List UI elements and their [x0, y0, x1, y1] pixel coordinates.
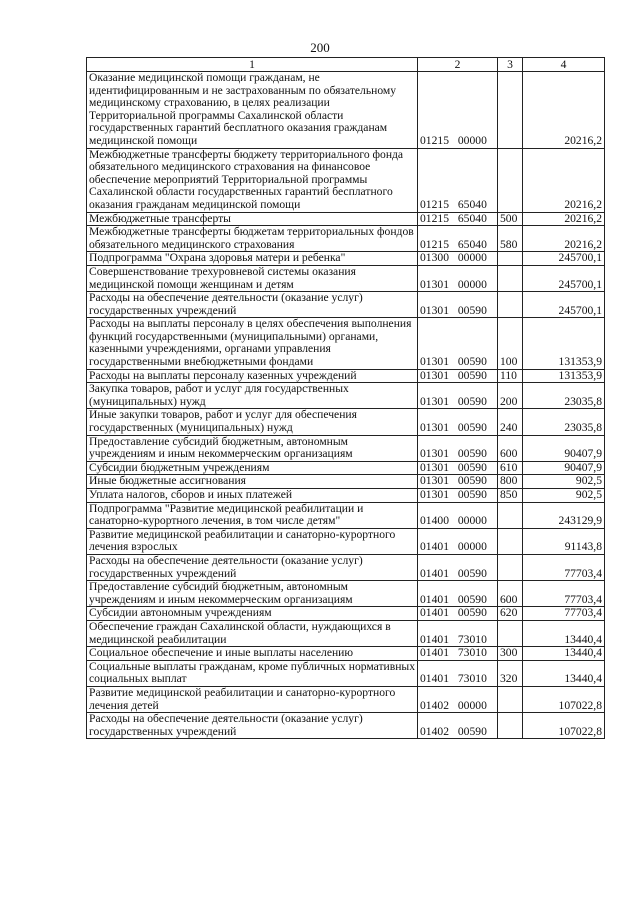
row-amount-cell: 13440,4 — [523, 660, 605, 686]
row-code-cell: 01402 00000 — [418, 686, 498, 712]
row-name-cell: Субсидии автономным учреждениям — [87, 607, 418, 621]
row-expense-type-cell: 850 — [498, 489, 523, 503]
row-name-cell: Иные закупки товаров, работ и услуг для обеспечения государственных (муниципальных) нужд — [87, 409, 418, 435]
row-amount-cell: 131353,9 — [523, 318, 605, 369]
row-amount-cell: 77703,4 — [523, 581, 605, 607]
table-row — [87, 383, 605, 409]
row-amount-cell: 13440,4 — [523, 620, 605, 646]
table-row — [87, 252, 605, 266]
row-amount-cell: 243129,9 — [523, 502, 605, 528]
row-amount-cell: 23035,8 — [523, 383, 605, 409]
row-code-cell: 01301 00590 — [418, 435, 498, 461]
row-expense-type-cell: 620 — [498, 607, 523, 621]
row-code-cell: 01401 00590 — [418, 581, 498, 607]
row-expense-type-cell: 580 — [498, 226, 523, 252]
row-name-cell: Предоставление субсидий бюджетным, автономным учреждениям и иным некоммерческим организациям — [87, 581, 418, 607]
column-header: 1 — [87, 58, 418, 72]
row-expense-type-cell: 300 — [498, 647, 523, 661]
row-expense-type-cell: 320 — [498, 660, 523, 686]
row-expense-type-cell: 600 — [498, 435, 523, 461]
table-row — [87, 72, 605, 149]
row-name-cell: Социальные выплаты гражданам, кроме публичных нормативных социальных выплат — [87, 660, 418, 686]
row-amount-cell: 13440,4 — [523, 647, 605, 661]
row-expense-type-cell — [498, 72, 523, 149]
row-expense-type-cell — [498, 528, 523, 554]
row-expense-type-cell — [498, 502, 523, 528]
row-expense-type-cell: 100 — [498, 318, 523, 369]
row-expense-type-cell: 200 — [498, 383, 523, 409]
row-expense-type-cell: 240 — [498, 409, 523, 435]
table-header-row — [87, 58, 605, 72]
table-row — [87, 489, 605, 503]
row-amount-cell: 245700,1 — [523, 252, 605, 266]
table-row — [87, 581, 605, 607]
row-name-cell: Уплата налогов, сборов и иных платежей — [87, 489, 418, 503]
row-code-cell: 01401 73010 — [418, 647, 498, 661]
row-code-cell: 01215 65040 — [418, 212, 498, 226]
row-amount-cell: 20216,2 — [523, 148, 605, 212]
row-amount-cell: 107022,8 — [523, 713, 605, 739]
row-expense-type-cell — [498, 620, 523, 646]
table-row — [87, 212, 605, 226]
table-row — [87, 369, 605, 383]
row-code-cell: 01301 00000 — [418, 265, 498, 291]
row-name-cell: Расходы на выплаты персоналу казенных учреждений — [87, 369, 418, 383]
row-amount-cell: 90407,9 — [523, 461, 605, 475]
row-name-cell: Социальное обеспечение и иные выплаты населению — [87, 647, 418, 661]
row-expense-type-cell: 500 — [498, 212, 523, 226]
row-name-cell: Развитие медицинской реабилитации и санаторно-курортного лечения взрослых — [87, 528, 418, 554]
row-name-cell: Подпрограмма "Охрана здоровья матери и ребенка" — [87, 252, 418, 266]
table-row — [87, 607, 605, 621]
row-code-cell: 01301 00590 — [418, 461, 498, 475]
row-name-cell: Межбюджетные трансферты бюджетам территориальных фондов обязательного медицинского страхования — [87, 226, 418, 252]
row-name-cell: Совершенствование трехуровневой системы оказания медицинской помощи женщинам и детям — [87, 265, 418, 291]
row-code-cell: 01401 73010 — [418, 620, 498, 646]
column-header: 2 — [418, 58, 498, 72]
row-code-cell: 01215 00000 — [418, 72, 498, 149]
row-code-cell: 01301 00590 — [418, 409, 498, 435]
row-code-cell: 01301 00590 — [418, 383, 498, 409]
row-code-cell: 01301 00590 — [418, 475, 498, 489]
row-expense-type-cell — [498, 713, 523, 739]
column-header: 3 — [498, 58, 523, 72]
row-name-cell: Субсидии бюджетным учреждениям — [87, 461, 418, 475]
row-code-cell: 01301 00590 — [418, 489, 498, 503]
column-header: 4 — [523, 58, 605, 72]
row-code-cell: 01300 00000 — [418, 252, 498, 266]
budget-table — [86, 57, 605, 739]
row-name-cell: Расходы на обеспечение деятельности (оказание услуг) государственных учреждений — [87, 554, 418, 580]
table-row — [87, 318, 605, 369]
table-row — [87, 660, 605, 686]
row-code-cell: 01401 00590 — [418, 554, 498, 580]
row-name-cell: Расходы на выплаты персоналу в целях обеспечения выполнения функций государственными (муниципальными) органами, казенными учреждениями, органами управления государственными внебюджетными фондами — [87, 318, 418, 369]
row-code-cell: 01401 00590 — [418, 607, 498, 621]
row-amount-cell: 20216,2 — [523, 212, 605, 226]
row-name-cell: Закупка товаров, работ и услуг для государственных (муниципальных) нужд — [87, 383, 418, 409]
row-code-cell: 01401 00000 — [418, 528, 498, 554]
row-amount-cell: 107022,8 — [523, 686, 605, 712]
table-row — [87, 226, 605, 252]
table-row — [87, 265, 605, 291]
row-code-cell: 01215 65040 — [418, 148, 498, 212]
row-expense-type-cell — [498, 265, 523, 291]
row-amount-cell: 245700,1 — [523, 292, 605, 318]
row-name-cell: Расходы на обеспечение деятельности (оказание услуг) государственных учреждений — [87, 292, 418, 318]
row-code-cell: 01402 00590 — [418, 713, 498, 739]
table-row — [87, 647, 605, 661]
page-number: 200 — [310, 40, 330, 55]
table-row — [87, 686, 605, 712]
table-row — [87, 554, 605, 580]
row-name-cell: Предоставление субсидий бюджетным, автономным учреждениям и иным некоммерческим организациям — [87, 435, 418, 461]
row-amount-cell: 77703,4 — [523, 607, 605, 621]
row-expense-type-cell — [498, 148, 523, 212]
row-expense-type-cell: 110 — [498, 369, 523, 383]
row-expense-type-cell: 800 — [498, 475, 523, 489]
row-name-cell: Оказание медицинской помощи гражданам, не идентифицированным и не застрахованным по обязательному медицинскому страхованию, в целях реализации Территориальной программы Сахалинской области государственных гарантий бесплатного оказания гражданам медицинской помощи — [87, 72, 418, 149]
row-code-cell: 01400 00000 — [418, 502, 498, 528]
row-code-cell: 01215 65040 — [418, 226, 498, 252]
table-row — [87, 409, 605, 435]
row-amount-cell: 20216,2 — [523, 72, 605, 149]
table-row — [87, 435, 605, 461]
row-name-cell: Иные бюджетные ассигнования — [87, 475, 418, 489]
table-row — [87, 148, 605, 212]
table-row — [87, 292, 605, 318]
row-amount-cell: 902,5 — [523, 475, 605, 489]
row-amount-cell: 90407,9 — [523, 435, 605, 461]
row-name-cell: Обеспечение граждан Сахалинской области, нуждающихся в медицинской реабилитации — [87, 620, 418, 646]
table-row — [87, 620, 605, 646]
table-row — [87, 475, 605, 489]
row-name-cell: Межбюджетные трансферты — [87, 212, 418, 226]
table-row — [87, 461, 605, 475]
row-amount-cell: 20216,2 — [523, 226, 605, 252]
row-expense-type-cell — [498, 686, 523, 712]
row-expense-type-cell — [498, 554, 523, 580]
row-amount-cell: 902,5 — [523, 489, 605, 503]
row-code-cell: 01301 00590 — [418, 318, 498, 369]
table-row — [87, 502, 605, 528]
row-amount-cell: 23035,8 — [523, 409, 605, 435]
row-expense-type-cell — [498, 292, 523, 318]
table-row — [87, 528, 605, 554]
row-expense-type-cell: 600 — [498, 581, 523, 607]
row-amount-cell: 77703,4 — [523, 554, 605, 580]
row-code-cell: 01301 00590 — [418, 369, 498, 383]
row-expense-type-cell — [498, 252, 523, 266]
row-amount-cell: 91143,8 — [523, 528, 605, 554]
table-row — [87, 713, 605, 739]
row-code-cell: 01401 73010 — [418, 660, 498, 686]
row-name-cell: Подпрограмма "Развитие медицинской реабилитации и санаторно-курортного лечения, в том числе детям" — [87, 502, 418, 528]
row-name-cell: Развитие медицинской реабилитации и санаторно-курортного лечения детей — [87, 686, 418, 712]
row-name-cell: Межбюджетные трансферты бюджету территориального фонда обязательного медицинского страхования на финансовое обеспечение мероприятий Территориальной программы Сахалинской области государственных гарантий бесплатного оказания гражданам медицинской помощи — [87, 148, 418, 212]
row-amount-cell: 245700,1 — [523, 265, 605, 291]
row-amount-cell: 131353,9 — [523, 369, 605, 383]
row-code-cell: 01301 00590 — [418, 292, 498, 318]
row-expense-type-cell: 610 — [498, 461, 523, 475]
row-name-cell: Расходы на обеспечение деятельности (оказание услуг) государственных учреждений — [87, 713, 418, 739]
